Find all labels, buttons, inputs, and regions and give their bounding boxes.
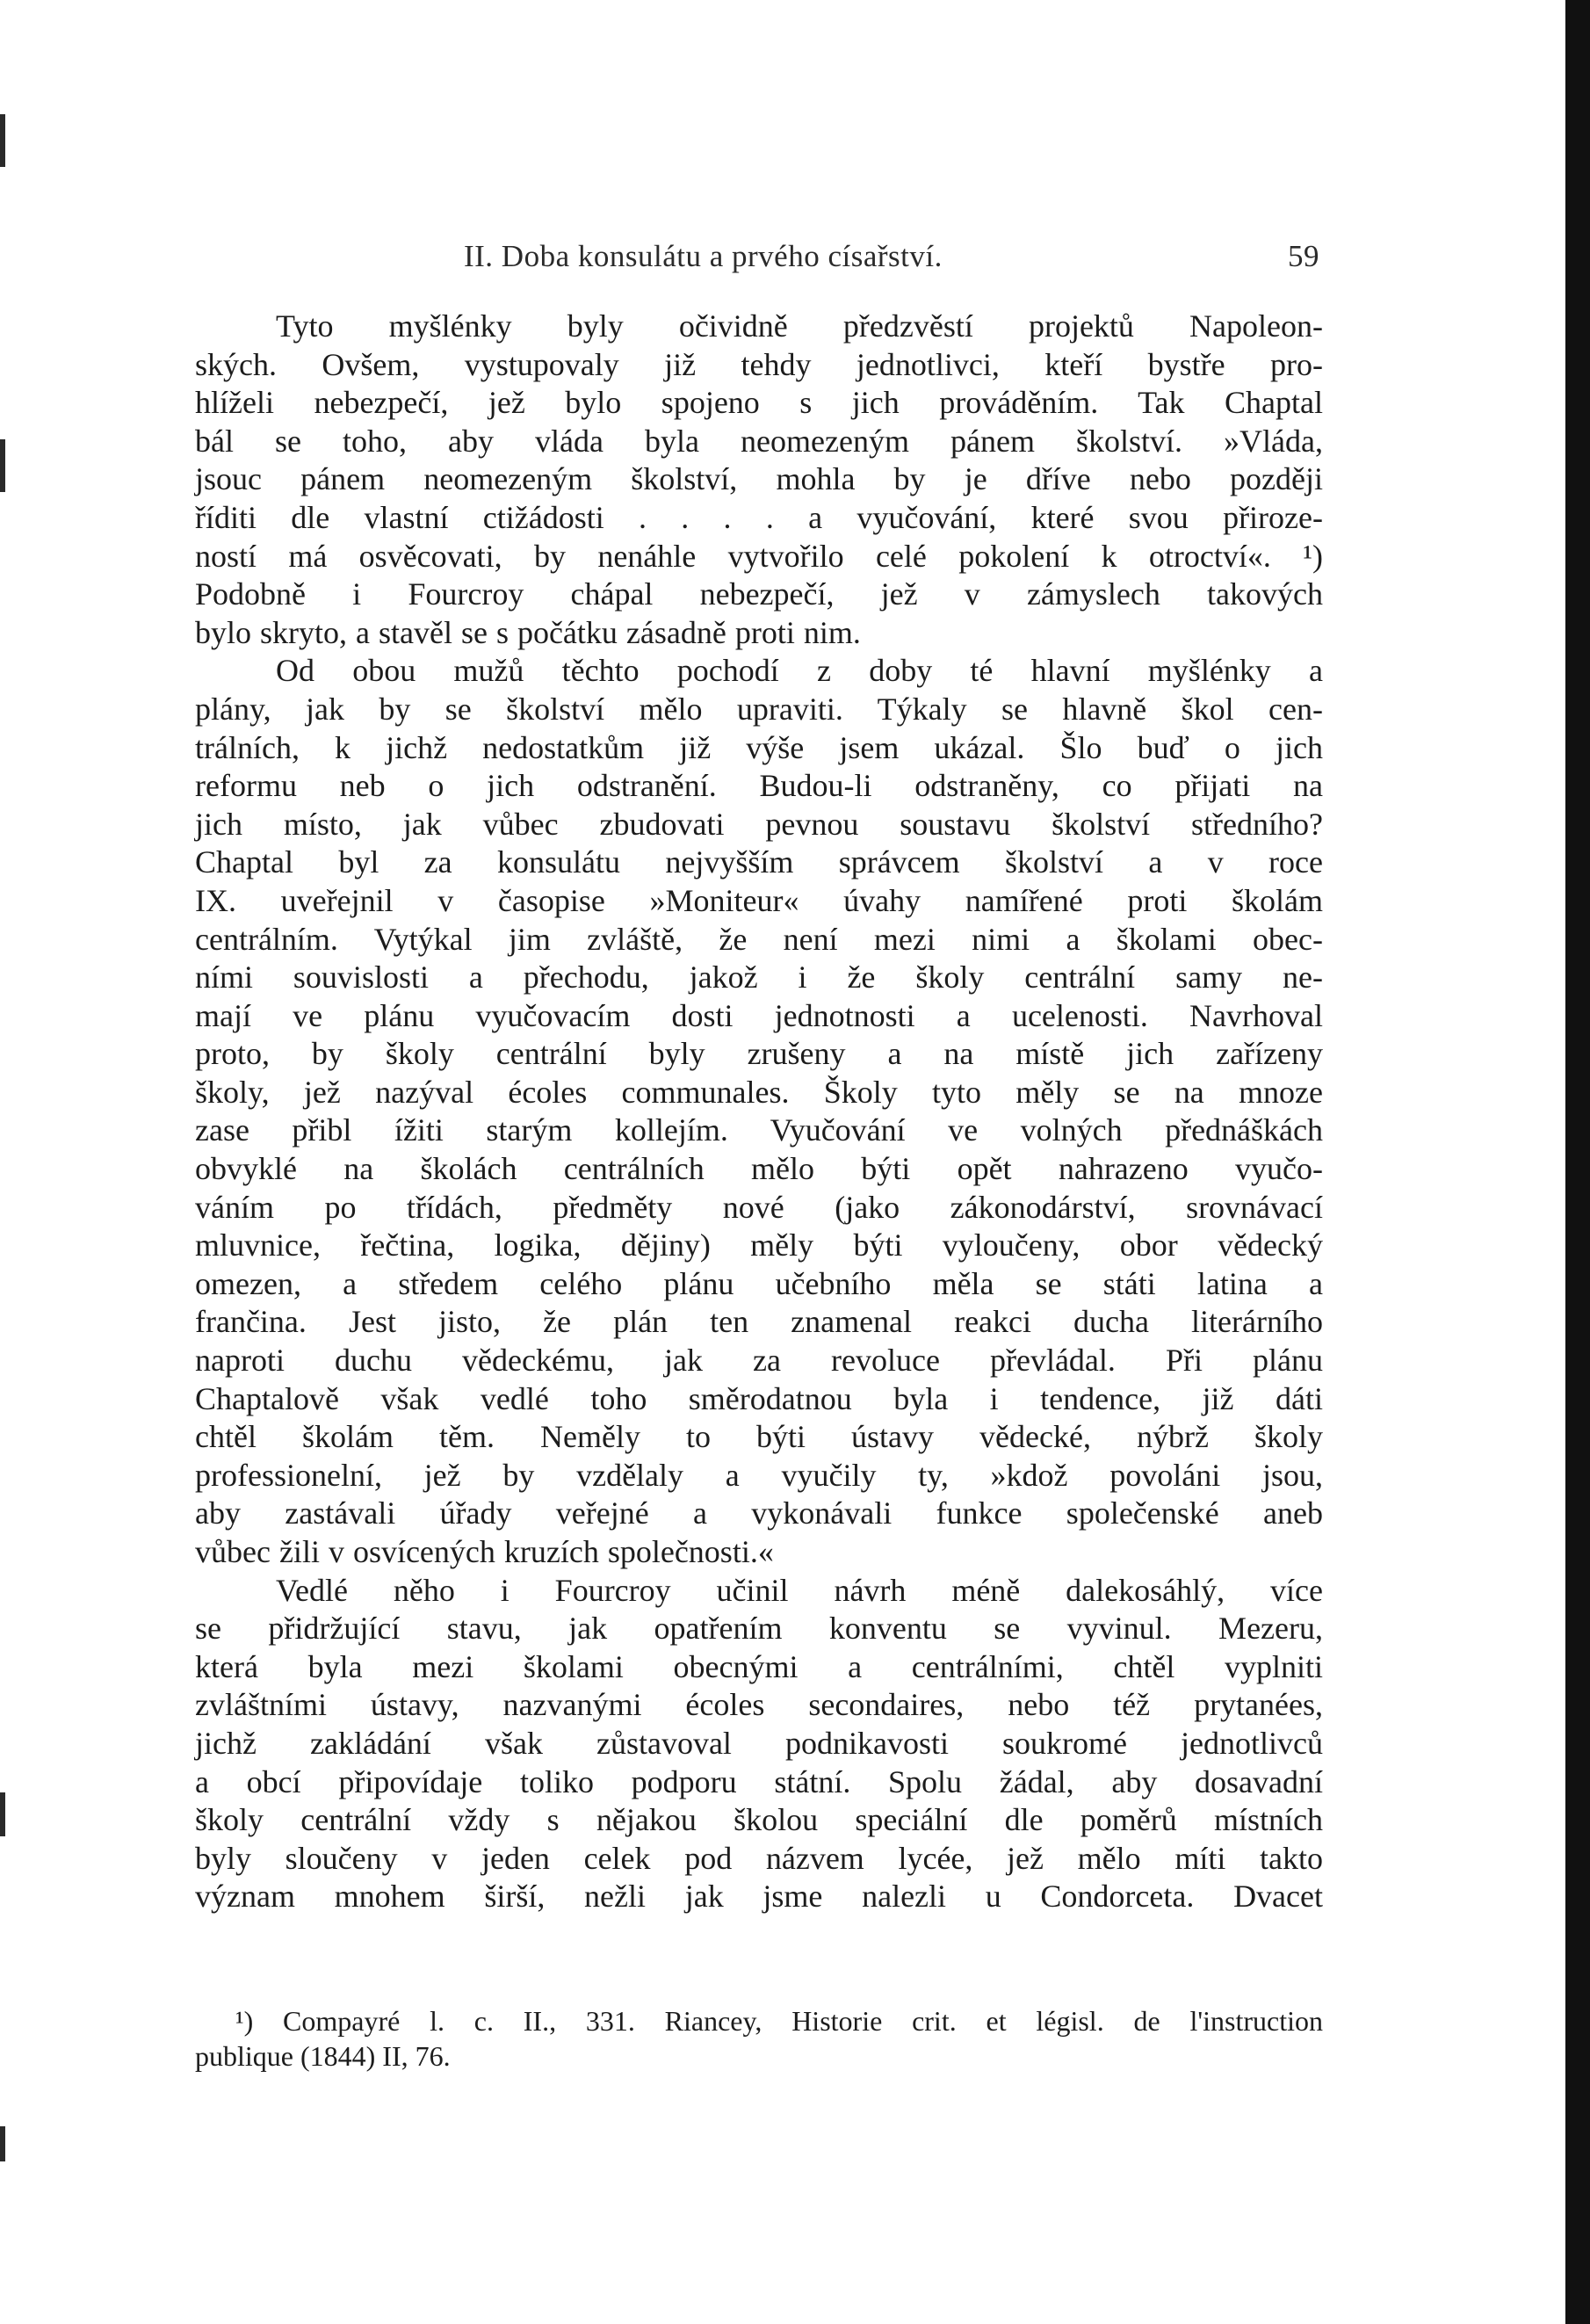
scan-edge-mark bbox=[0, 1792, 5, 1836]
text-line: školy centrální vždy s nějakou školou speciální dle poměrů místních bbox=[195, 1802, 1323, 1838]
scan-edge-mark bbox=[0, 2126, 5, 2161]
text-line: omezen, a středem celého plánu učebního měla se státi latina a bbox=[195, 1265, 1323, 1301]
text-line: obvyklé na školách centrálních mělo býti opět nahrazeno vyučo- bbox=[195, 1151, 1323, 1187]
text-line: Vedlé něho i Fourcroy učinil návrh méně dalekosáhlý, více bbox=[276, 1572, 1323, 1608]
text-line: váním po třídách, předměty nové (jako zákonodárství, srovnávací bbox=[195, 1189, 1323, 1225]
text-line: jsouc pánem neomezeným školství, mohla by je dříve nebo později bbox=[195, 461, 1323, 497]
body-text bbox=[195, 308, 1323, 1916]
text-line: IX. uveřejnil v časopise »Moniteur« úvahy namířené proti školám bbox=[195, 882, 1323, 918]
text-line: reformu neb o jich odstranění. Budou-li odstraněny, co přijati na bbox=[195, 768, 1323, 804]
text-line: bylo skryto, a stavěl se s počátku zásadně proti nim. bbox=[195, 614, 861, 650]
text-line: proto, by školy centrální byly zrušeny a na místě jich zařízeny bbox=[195, 1036, 1323, 1072]
scan-edge-mark bbox=[0, 114, 5, 167]
text-line: mluvnice, řečtina, logika, dějiny) měly býti vyloučeny, obor vědecký bbox=[195, 1227, 1323, 1263]
text-line: ských. Ovšem, vystupovaly již tehdy jednotlivci, kteří bystře pro- bbox=[195, 346, 1323, 382]
text-line: centrálním. Vytýkal jim zvláště, že není mezi nimi a školami obec- bbox=[195, 921, 1323, 957]
text-line: byly sloučeny v jeden celek pod názvem lycée, jež mělo míti takto bbox=[195, 1840, 1323, 1876]
text-line: Podobně i Fourcroy chápal nebezpečí, jež v zámyslech takových bbox=[195, 576, 1323, 612]
text-line: hlíželi nebezpečí, jež bylo spojeno s jich prováděním. Tak Chaptal bbox=[195, 385, 1323, 421]
text-line: která byla mezi školami obecnými a centrálními, chtěl vyplniti bbox=[195, 1648, 1323, 1684]
text-line: ními souvislosti a přechodu, jakož i že školy centrální samy ne- bbox=[195, 959, 1323, 995]
text-line: Tyto myšlénky byly očividně předzvěstí projektů Napoleon- bbox=[276, 308, 1323, 344]
text-line: jichž zakládání však zůstavoval podnikavosti soukromé jednotlivců bbox=[195, 1725, 1323, 1761]
text-line: bál se toho, aby vláda byla neomezeným pánem školství. »Vláda, bbox=[195, 423, 1323, 459]
text-line: plány, jak by se školství mělo upraviti. Týkaly se hlavně škol cen- bbox=[195, 691, 1323, 727]
footnote-line: ¹) Compayré l. c. II., 331. Riancey, Historie crit. et législ. de l'instruction bbox=[235, 2005, 1323, 2037]
scan-edge-right bbox=[1565, 0, 1590, 2324]
text-line: trálních, k jichž nedostatkům již výše jsem ukázal. Šlo buď o jich bbox=[195, 729, 1323, 765]
text-line: školy, jež nazýval écoles communales. Školy tyto měly se na mnoze bbox=[195, 1074, 1323, 1110]
text-line: mají ve plánu vyučovacím dosti jednotnosti a ucelenosti. Navrhoval bbox=[195, 997, 1323, 1033]
text-line: zase přibl ížiti starým kollejím. Vyučování ve volných přednáškách bbox=[195, 1112, 1323, 1148]
text-line: frančina. Jest jisto, že plán ten znamenal reakci ducha literárního bbox=[195, 1304, 1323, 1340]
scan-edge-mark bbox=[0, 439, 5, 492]
text-line: význam mnohem širší, nežli jak jsme nalezli u Condorceta. Dvacet bbox=[195, 1879, 1323, 1915]
footnote-line: publique (1844) II, 76. bbox=[195, 2040, 451, 2072]
text-line: Od obou mužů těchto pochodí z doby té hlavní myšlénky a bbox=[276, 653, 1323, 689]
text-line: a obcí připovídaje toliko podporu státní. Spolu žádal, aby dosavadní bbox=[195, 1763, 1323, 1799]
footnotes bbox=[195, 2003, 1323, 2074]
text-line: aby zastávali úřady veřejné a vykonávali funkce společenské aneb bbox=[195, 1495, 1323, 1531]
text-line: jich místo, jak vůbec zbudovati pevnou soustavu školství středního? bbox=[195, 806, 1323, 842]
text-line: zvláštními ústavy, nazvanými écoles secondaires, nebo též prytanées, bbox=[195, 1687, 1323, 1723]
text-line: se přidržující stavu, jak opatřením konventu se vyvinul. Mezeru, bbox=[195, 1611, 1323, 1647]
page-number: 59 bbox=[1288, 239, 1319, 273]
text-line: vůbec žili v osvícených kruzích společnosti.« bbox=[195, 1534, 774, 1569]
text-line: říditi dle vlastní ctižádosti . . . . a vyučování, které svou přiroze- bbox=[195, 499, 1323, 535]
text-line: naproti duchu vědeckému, jak za revoluce převládal. Při plánu bbox=[195, 1343, 1323, 1379]
text-line: professionelní, jež by vzdělaly a vyučily ty, »kdož povoláni jsou, bbox=[195, 1457, 1323, 1493]
running-title: II. Doba konsulátu a prvého císařství. bbox=[464, 239, 943, 273]
text-line: Chaptalově však vedlé toho směrodatnou byla i tendence, již dáti bbox=[195, 1380, 1323, 1416]
text-line: ností má osvěcovati, by nenáhle vytvořilo celé pokolení k otroctví«. ¹) bbox=[195, 538, 1323, 574]
text-line: Chaptal byl za konsulátu nejvyšším správcem školství a v roce bbox=[195, 844, 1323, 880]
text-line: chtěl školám těm. Neměly to býti ústavy vědecké, nýbrž školy bbox=[195, 1419, 1323, 1455]
